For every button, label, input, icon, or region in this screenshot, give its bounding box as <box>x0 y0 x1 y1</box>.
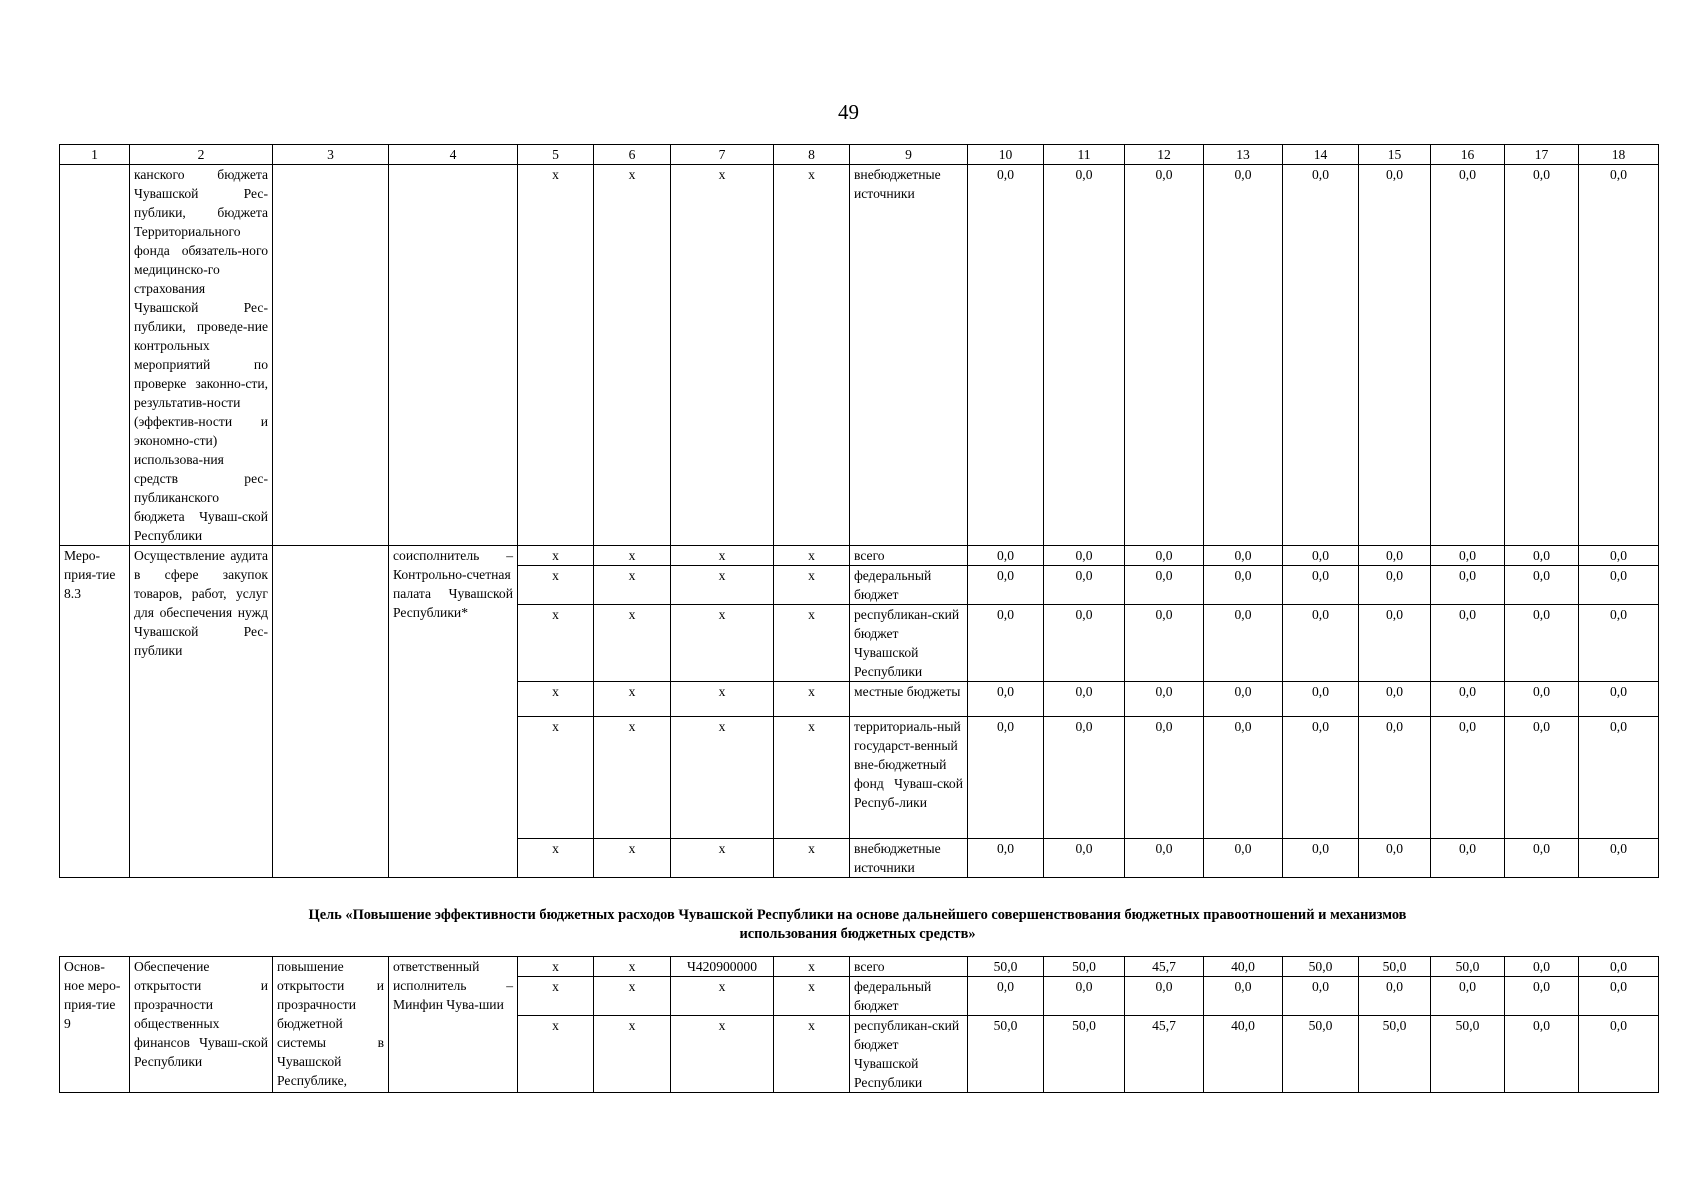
amount-cell-16: 50,0 <box>1431 957 1505 977</box>
amount-cell-18: 0,0 <box>1579 165 1659 546</box>
funding-source-cell: республикан-ский бюджет Чувашской Республики <box>850 1016 968 1093</box>
amount-cell-10: 0,0 <box>968 977 1044 1016</box>
amount-cell-16: 0,0 <box>1431 566 1505 605</box>
amount-cell-10: 0,0 <box>968 717 1044 839</box>
column-6-cell: х <box>594 717 671 839</box>
amount-cell-11: 0,0 <box>1044 682 1125 717</box>
amount-cell-16: 0,0 <box>1431 977 1505 1016</box>
funding-source-cell: республикан-ский бюджет Чувашской Республики <box>850 605 968 682</box>
amount-cell-14: 0,0 <box>1283 682 1359 717</box>
amount-cell-14: 0,0 <box>1283 839 1359 878</box>
amount-cell-13: 0,0 <box>1204 566 1283 605</box>
column-7-cell: х <box>671 566 774 605</box>
amount-cell-17: 0,0 <box>1505 165 1579 546</box>
amount-cell-13: 0,0 <box>1204 839 1283 878</box>
amount-cell-16: 50,0 <box>1431 1016 1505 1093</box>
target-cell <box>273 546 389 878</box>
amount-cell-10: 0,0 <box>968 682 1044 717</box>
amount-cell-18: 0,0 <box>1579 957 1659 977</box>
column-5-cell: х <box>518 957 594 977</box>
amount-cell-13: 0,0 <box>1204 605 1283 682</box>
column-8-cell: х <box>774 605 850 682</box>
amount-cell-10: 0,0 <box>968 605 1044 682</box>
amount-cell-15: 0,0 <box>1359 717 1431 839</box>
column-5-cell: х <box>518 1016 594 1093</box>
column-5-cell: х <box>518 839 594 878</box>
column-7-cell: х <box>671 165 774 546</box>
amount-cell-16: 0,0 <box>1431 839 1505 878</box>
column-number-11: 11 <box>1044 145 1125 165</box>
amount-cell-15: 0,0 <box>1359 605 1431 682</box>
event-label-cell <box>60 165 130 546</box>
column-6-cell: х <box>594 957 671 977</box>
amount-cell-11: 0,0 <box>1044 839 1125 878</box>
funding-source-cell: федеральный бюджет <box>850 566 968 605</box>
column-8-cell: х <box>774 1016 850 1093</box>
column-7-cell: х <box>671 1016 774 1093</box>
event-label-cell: Меро-прия-тие 8.3 <box>60 546 130 878</box>
column-7-cell: х <box>671 682 774 717</box>
column-6-cell: х <box>594 1016 671 1093</box>
amount-cell-11: 0,0 <box>1044 977 1125 1016</box>
event-label-cell: Основ-ное меро-прия-тие 9 <box>60 957 130 1093</box>
amount-cell-17: 0,0 <box>1505 605 1579 682</box>
amount-cell-15: 0,0 <box>1359 839 1431 878</box>
column-number-1: 1 <box>60 145 130 165</box>
amount-cell-16: 0,0 <box>1431 546 1505 566</box>
column-number-8: 8 <box>774 145 850 165</box>
amount-cell-10: 50,0 <box>968 957 1044 977</box>
event-name-cell: Обеспечение открытости и прозрачности общественных финансов Чуваш-ской Республики <box>130 957 273 1093</box>
table-row <box>60 546 1659 566</box>
amount-cell-18: 0,0 <box>1579 566 1659 605</box>
amount-cell-10: 0,0 <box>968 165 1044 546</box>
amount-cell-13: 40,0 <box>1204 957 1283 977</box>
column-number-7: 7 <box>671 145 774 165</box>
column-5-cell: х <box>518 682 594 717</box>
amount-cell-12: 0,0 <box>1125 605 1204 682</box>
column-number-row <box>60 145 1659 165</box>
amount-cell-12: 45,7 <box>1125 957 1204 977</box>
column-8-cell: х <box>774 546 850 566</box>
amount-cell-18: 0,0 <box>1579 717 1659 839</box>
column-7-cell: х <box>671 839 774 878</box>
amount-cell-11: 0,0 <box>1044 165 1125 546</box>
column-8-cell: х <box>774 165 850 546</box>
amount-cell-18: 0,0 <box>1579 682 1659 717</box>
amount-cell-13: 0,0 <box>1204 546 1283 566</box>
amount-cell-17: 0,0 <box>1505 839 1579 878</box>
table-row <box>60 165 1659 546</box>
goal-heading-line-2: использования бюджетных средств» <box>739 926 976 942</box>
column-5-cell: х <box>518 717 594 839</box>
amount-cell-10: 50,0 <box>968 1016 1044 1093</box>
amount-cell-13: 0,0 <box>1204 717 1283 839</box>
column-8-cell: х <box>774 566 850 605</box>
amount-cell-11: 50,0 <box>1044 1016 1125 1093</box>
amount-cell-11: 0,0 <box>1044 717 1125 839</box>
target-cell <box>273 165 389 546</box>
column-7-cell: х <box>671 605 774 682</box>
amount-cell-13: 40,0 <box>1204 1016 1283 1093</box>
financing-table <box>59 144 1659 878</box>
amount-cell-15: 0,0 <box>1359 546 1431 566</box>
column-number-13: 13 <box>1204 145 1283 165</box>
column-5-cell: х <box>518 605 594 682</box>
amount-cell-12: 0,0 <box>1125 546 1204 566</box>
table-row <box>60 957 1659 977</box>
amount-cell-11: 0,0 <box>1044 546 1125 566</box>
funding-source-cell: внебюджетные источники <box>850 165 968 546</box>
amount-cell-18: 0,0 <box>1579 605 1659 682</box>
executor-cell <box>389 165 518 546</box>
amount-cell-10: 0,0 <box>968 839 1044 878</box>
column-number-2: 2 <box>130 145 273 165</box>
amount-cell-14: 0,0 <box>1283 717 1359 839</box>
page-number: 49 <box>838 100 859 124</box>
target-cell: повышение открытости и прозрачности бюджетной системы в Чувашской Республике, <box>273 957 389 1093</box>
amount-cell-13: 0,0 <box>1204 682 1283 717</box>
column-5-cell: х <box>518 977 594 1016</box>
funding-source-cell: федеральный бюджет <box>850 977 968 1016</box>
amount-cell-11: 0,0 <box>1044 605 1125 682</box>
executor-cell: соисполнитель – Контрольно-счетная палата Чувашской Республики* <box>389 546 518 878</box>
amount-cell-11: 50,0 <box>1044 957 1125 977</box>
amount-cell-14: 0,0 <box>1283 605 1359 682</box>
amount-cell-17: 0,0 <box>1505 566 1579 605</box>
amount-cell-12: 0,0 <box>1125 682 1204 717</box>
amount-cell-18: 0,0 <box>1579 839 1659 878</box>
amount-cell-13: 0,0 <box>1204 977 1283 1016</box>
amount-cell-15: 50,0 <box>1359 1016 1431 1093</box>
column-8-cell: х <box>774 839 850 878</box>
column-8-cell: х <box>774 682 850 717</box>
column-number-17: 17 <box>1505 145 1579 165</box>
goal-heading <box>59 906 1656 944</box>
column-number-5: 5 <box>518 145 594 165</box>
funding-source-cell: внебюджетные источники <box>850 839 968 878</box>
amount-cell-16: 0,0 <box>1431 682 1505 717</box>
amount-cell-14: 0,0 <box>1283 165 1359 546</box>
column-number-18: 18 <box>1579 145 1659 165</box>
event-name-cell: Осуществление аудита в сфере закупок товаров, работ, услуг для обеспечения нужд Чувашской Рес-публики <box>130 546 273 878</box>
column-6-cell: х <box>594 546 671 566</box>
column-6-cell: х <box>594 682 671 717</box>
amount-cell-14: 0,0 <box>1283 977 1359 1016</box>
amount-cell-12: 0,0 <box>1125 566 1204 605</box>
amount-cell-14: 0,0 <box>1283 566 1359 605</box>
funding-source-cell: местные бюджеты <box>850 682 968 717</box>
amount-cell-13: 0,0 <box>1204 165 1283 546</box>
goal-heading-line-1: Цель «Повышение эффективности бюджетных расходов Чувашской Республики на основе дальнейшего совершенствования бюджетных правоотношений и механизмов <box>308 907 1407 923</box>
amount-cell-11: 0,0 <box>1044 566 1125 605</box>
column-5-cell: х <box>518 546 594 566</box>
column-5-cell: х <box>518 566 594 605</box>
amount-cell-16: 0,0 <box>1431 165 1505 546</box>
amount-cell-10: 0,0 <box>968 546 1044 566</box>
amount-cell-14: 50,0 <box>1283 957 1359 977</box>
amount-cell-17: 0,0 <box>1505 1016 1579 1093</box>
amount-cell-17: 0,0 <box>1505 717 1579 839</box>
column-number-6: 6 <box>594 145 671 165</box>
amount-cell-14: 50,0 <box>1283 1016 1359 1093</box>
column-number-15: 15 <box>1359 145 1431 165</box>
amount-cell-17: 0,0 <box>1505 957 1579 977</box>
amount-cell-12: 0,0 <box>1125 977 1204 1016</box>
column-number-14: 14 <box>1283 145 1359 165</box>
amount-cell-18: 0,0 <box>1579 977 1659 1016</box>
amount-cell-18: 0,0 <box>1579 546 1659 566</box>
column-8-cell: х <box>774 717 850 839</box>
column-8-cell: х <box>774 957 850 977</box>
executor-cell: ответственный исполнитель – Минфин Чува-шии <box>389 957 518 1093</box>
column-6-cell: х <box>594 605 671 682</box>
column-6-cell: х <box>594 839 671 878</box>
column-number-10: 10 <box>968 145 1044 165</box>
column-number-9: 9 <box>850 145 968 165</box>
column-number-16: 16 <box>1431 145 1505 165</box>
column-7-cell: х <box>671 977 774 1016</box>
column-7-cell: х <box>671 717 774 839</box>
financing-table-goal <box>59 956 1659 1093</box>
amount-cell-10: 0,0 <box>968 566 1044 605</box>
amount-cell-15: 0,0 <box>1359 977 1431 1016</box>
column-7-cell: Ч420900000 <box>671 957 774 977</box>
event-name-cell: канского бюджета Чувашской Рес-публики, бюджета Территориального фонда обязатель-ного медицинско-го страхования Чувашской Рес-публики, проведе-ние контрольных мероприятий по проверке законно-сти, результатив-ности (эффектив-ности и экономно-сти) использова-ния средств рес-публиканского бюджета Чуваш-ской Республики <box>130 165 273 546</box>
amount-cell-17: 0,0 <box>1505 546 1579 566</box>
column-number-3: 3 <box>273 145 389 165</box>
column-6-cell: х <box>594 977 671 1016</box>
amount-cell-15: 50,0 <box>1359 957 1431 977</box>
amount-cell-14: 0,0 <box>1283 546 1359 566</box>
amount-cell-15: 0,0 <box>1359 566 1431 605</box>
column-number-12: 12 <box>1125 145 1204 165</box>
amount-cell-16: 0,0 <box>1431 717 1505 839</box>
amount-cell-15: 0,0 <box>1359 165 1431 546</box>
funding-source-cell: территориаль-ный государст-венный вне-бюджетный фонд Чуваш-ской Респуб-лики <box>850 717 968 839</box>
amount-cell-17: 0,0 <box>1505 682 1579 717</box>
funding-source-cell: всего <box>850 957 968 977</box>
column-5-cell: х <box>518 165 594 546</box>
column-8-cell: х <box>774 977 850 1016</box>
amount-cell-12: 0,0 <box>1125 165 1204 546</box>
column-6-cell: х <box>594 566 671 605</box>
column-6-cell: х <box>594 165 671 546</box>
amount-cell-12: 0,0 <box>1125 717 1204 839</box>
amount-cell-18: 0,0 <box>1579 1016 1659 1093</box>
column-number-4: 4 <box>389 145 518 165</box>
amount-cell-12: 0,0 <box>1125 839 1204 878</box>
column-7-cell: х <box>671 546 774 566</box>
amount-cell-15: 0,0 <box>1359 682 1431 717</box>
amount-cell-12: 45,7 <box>1125 1016 1204 1093</box>
amount-cell-17: 0,0 <box>1505 977 1579 1016</box>
funding-source-cell: всего <box>850 546 968 566</box>
amount-cell-16: 0,0 <box>1431 605 1505 682</box>
